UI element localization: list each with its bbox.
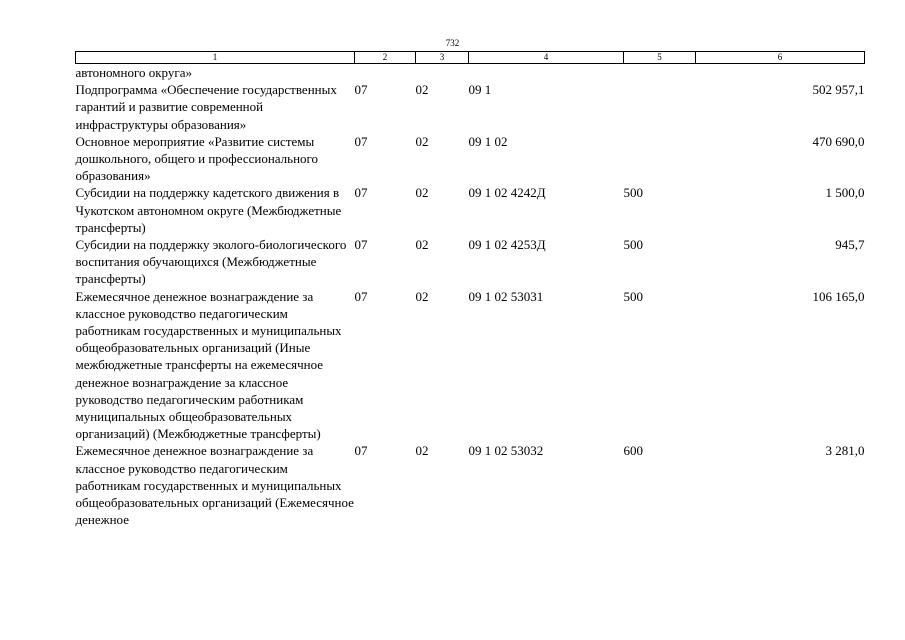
row-section: 07	[354, 288, 368, 304]
row-target-article	[469, 64, 624, 82]
row-target-article: 09 1 02 53031	[468, 288, 544, 304]
header-row	[76, 52, 865, 64]
row-target-article: 09 1 02	[468, 133, 508, 149]
row-name: Субсидии на поддержку кадетского движения в Чукотском автономном округе (Межбюджетные трансферты)	[75, 185, 342, 235]
header-cell-1: 1	[76, 52, 355, 64]
header-cell-6: 6	[696, 52, 865, 64]
table-row	[76, 133, 865, 185]
row-subsection: 02	[415, 185, 429, 201]
table-row	[76, 236, 865, 288]
header-cell-5: 5	[624, 52, 696, 64]
row-amount: 1 500,0	[825, 185, 865, 201]
row-target-article: 09 1	[468, 82, 492, 98]
row-subsection: 02	[415, 237, 429, 253]
row-section: 07	[354, 443, 368, 459]
row-section: 07	[354, 133, 368, 149]
row-expense-type: 500	[623, 288, 643, 304]
row-amount: 106 165,0	[812, 288, 865, 304]
header-cell-3: 3	[416, 52, 469, 64]
header-cell-2: 2	[355, 52, 416, 64]
table-row	[76, 81, 865, 133]
row-name: Ежемесячное денежное вознаграждение за классное руководство педагогическим работникам государственных и муниципальных общеобразовательных организаций (Ежемесячное денежное	[75, 443, 354, 528]
row-amount: 945,7	[835, 237, 865, 253]
row-section: 07	[354, 82, 368, 98]
row-expense-type: 500	[623, 237, 643, 253]
row-expense-type	[624, 133, 696, 185]
budget-table	[75, 51, 865, 528]
row-amount: 502 957,1	[812, 82, 865, 98]
row-expense-type	[624, 81, 696, 133]
row-target-article: 09 1 02 53032	[468, 443, 544, 459]
table-row	[76, 184, 865, 236]
row-subsection	[416, 64, 469, 82]
page-number: 732	[445, 38, 460, 48]
row-expense-type: 600	[623, 443, 643, 459]
row-subsection: 02	[415, 443, 429, 459]
row-expense-type: 500	[623, 185, 643, 201]
row-section: 07	[354, 237, 368, 253]
row-amount	[696, 64, 865, 82]
row-name: Ежемесячное денежное вознаграждение за классное руководство педагогическим работникам государственных и муниципальных общеобразовательных организаций (Иные межбюджетные трансферты на ежемесячное денежное вознаграждение за классное руководство педагогическим работникам муниципальных общеобразовательных организаций) (Межбюджетные трансферты)	[75, 288, 342, 442]
row-subsection: 02	[415, 133, 429, 149]
row-section	[355, 64, 416, 82]
row-expense-type	[624, 64, 696, 82]
row-name: Субсидии на поддержку эколого-биологического воспитания обучающихся (Межбюджетные трансферты)	[75, 237, 347, 287]
row-name: автономного округа»	[75, 65, 192, 80]
table-row	[76, 64, 865, 82]
row-subsection: 02	[415, 288, 429, 304]
row-target-article: 09 1 02 4253Д	[468, 237, 546, 253]
row-target-article: 09 1 02 4242Д	[468, 185, 546, 201]
row-subsection: 02	[415, 82, 429, 98]
header-cell-4: 4	[469, 52, 624, 64]
row-section: 07	[354, 185, 368, 201]
row-name: Основное мероприятие «Развитие системы дошкольного, общего и профессионального образования»	[75, 133, 319, 184]
row-amount: 470 690,0	[812, 133, 865, 149]
row-name: Подпрограмма «Обеспечение государственных гарантий и развитие современной инфраструктуры образования»	[75, 82, 337, 132]
row-amount: 3 281,0	[825, 443, 865, 459]
table-row	[76, 442, 865, 528]
table-row	[76, 288, 865, 443]
